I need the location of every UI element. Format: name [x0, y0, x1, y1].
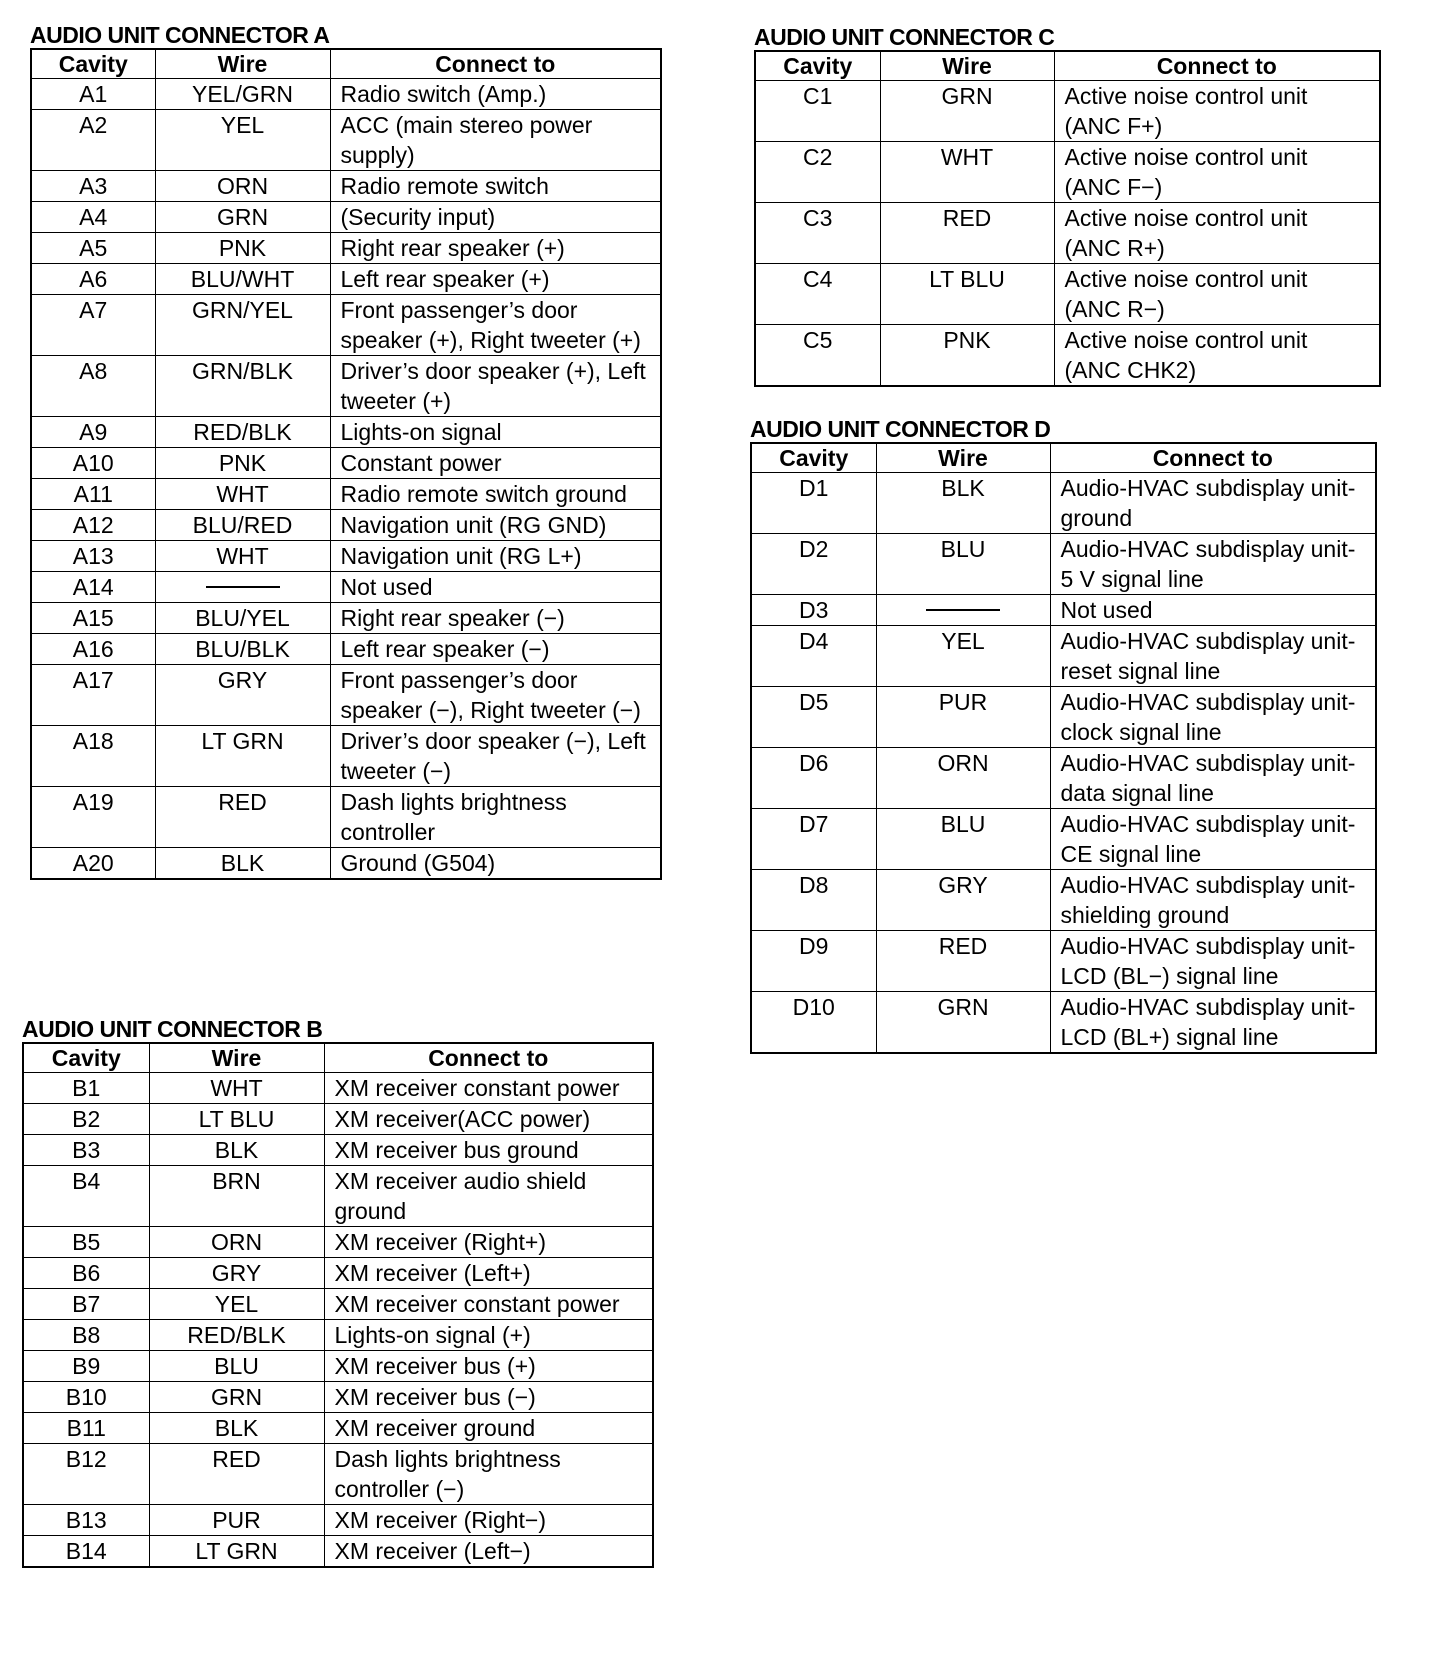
wire-header: Wire	[155, 49, 330, 79]
cavity-cell: A12	[31, 510, 155, 541]
table-row	[31, 848, 661, 880]
cavity-cell: A2	[31, 110, 155, 171]
table-header-row	[31, 49, 661, 79]
table-row	[23, 1320, 653, 1351]
connect-to-header: Connect to	[1050, 443, 1376, 473]
cavity-cell: C2	[755, 142, 880, 203]
cavity-cell: A14	[31, 572, 155, 603]
table-row	[23, 1166, 653, 1227]
connect-to-cell: Active noise control unit (ANC R+)	[1054, 203, 1380, 264]
connect-to-cell: XM receiver bus (−)	[324, 1382, 653, 1413]
wire-cell: PUR	[149, 1505, 324, 1536]
cavity-cell: A16	[31, 634, 155, 665]
table-row	[31, 110, 661, 171]
cavity-cell: D10	[751, 992, 876, 1054]
cavity-cell: B8	[23, 1320, 149, 1351]
connect-to-header: Connect to	[324, 1043, 653, 1073]
table-header-row	[751, 443, 1376, 473]
wire-cell: BLU/WHT	[155, 264, 330, 295]
wire-cell: GRN/YEL	[155, 295, 330, 356]
connect-to-cell: XM receiver (Left+)	[324, 1258, 653, 1289]
connect-to-cell: XM receiver (Right+)	[324, 1227, 653, 1258]
wire-cell: RED	[880, 203, 1054, 264]
wire-cell: LT GRN	[155, 726, 330, 787]
cavity-cell: D5	[751, 687, 876, 748]
table-row	[23, 1227, 653, 1258]
wire-cell: BLK	[876, 473, 1050, 534]
cavity-cell: B4	[23, 1166, 149, 1227]
connector-b-title: AUDIO UNIT CONNECTOR B	[22, 1016, 323, 1042]
connector-a-title: AUDIO UNIT CONNECTOR A	[30, 22, 330, 48]
unused-dash	[926, 609, 1000, 611]
cavity-cell: B9	[23, 1351, 149, 1382]
cavity-header: Cavity	[755, 51, 880, 81]
connector-b-section	[22, 1016, 654, 1568]
cavity-cell: D3	[751, 595, 876, 626]
cavity-cell: D8	[751, 870, 876, 931]
table-header-row	[23, 1043, 653, 1073]
wire-cell: BLU/RED	[155, 510, 330, 541]
connect-to-cell: Audio-HVAC subdisplay unit-data signal line	[1050, 748, 1376, 809]
cavity-cell: B1	[23, 1073, 149, 1104]
connect-to-cell: Not used	[1050, 595, 1376, 626]
wire-cell: BRN	[149, 1166, 324, 1227]
connect-to-cell: Right rear speaker (+)	[330, 233, 661, 264]
cavity-cell: A1	[31, 79, 155, 110]
table-row	[755, 81, 1380, 142]
table-row	[23, 1104, 653, 1135]
cavity-cell: B14	[23, 1536, 149, 1568]
connect-to-cell: Ground (G504)	[330, 848, 661, 880]
table-row	[31, 233, 661, 264]
wire-cell: YEL	[876, 626, 1050, 687]
connect-to-cell: Audio-HVAC subdisplay unit-5 V signal line	[1050, 534, 1376, 595]
wire-cell: GRN	[155, 202, 330, 233]
cavity-cell: C4	[755, 264, 880, 325]
connect-to-cell: Audio-HVAC subdisplay unit-CE signal line	[1050, 809, 1376, 870]
cavity-cell: A4	[31, 202, 155, 233]
wire-cell: GRY	[876, 870, 1050, 931]
cavity-cell: B12	[23, 1444, 149, 1505]
connector-d-table	[750, 442, 1377, 1054]
wire-cell: WHT	[880, 142, 1054, 203]
connect-to-cell: ACC (main stereo power supply)	[330, 110, 661, 171]
connect-to-cell: Active noise control unit (ANC F−)	[1054, 142, 1380, 203]
wire-cell: BLU	[876, 534, 1050, 595]
connect-to-cell: Audio-HVAC subdisplay unit-ground	[1050, 473, 1376, 534]
connect-to-cell: Audio-HVAC subdisplay unit-shielding ground	[1050, 870, 1376, 931]
table-row	[31, 417, 661, 448]
table-row	[31, 171, 661, 202]
wire-cell: GRY	[149, 1258, 324, 1289]
wire-cell: GRN	[149, 1382, 324, 1413]
connect-to-cell: XM receiver(ACC power)	[324, 1104, 653, 1135]
table-row	[23, 1073, 653, 1104]
table-row	[31, 202, 661, 233]
table-row	[23, 1505, 653, 1536]
cavity-cell: B5	[23, 1227, 149, 1258]
connect-to-cell: Left rear speaker (−)	[330, 634, 661, 665]
wire-cell: GRN/BLK	[155, 356, 330, 417]
cavity-cell: D9	[751, 931, 876, 992]
table-row	[31, 541, 661, 572]
connect-to-cell: XM receiver (Left−)	[324, 1536, 653, 1568]
table-row	[751, 473, 1376, 534]
wire-cell: PNK	[155, 233, 330, 264]
connect-to-cell: Audio-HVAC subdisplay unit-reset signal line	[1050, 626, 1376, 687]
connector-b-rows	[23, 1073, 653, 1568]
connect-to-cell: (Security input)	[330, 202, 661, 233]
connect-to-cell: Dash lights brightness controller	[330, 787, 661, 848]
cavity-cell: A11	[31, 479, 155, 510]
cavity-cell: A3	[31, 171, 155, 202]
wire-cell: RED	[149, 1444, 324, 1505]
connect-to-cell: XM receiver bus ground	[324, 1135, 653, 1166]
cavity-header: Cavity	[751, 443, 876, 473]
wire-cell: YEL/GRN	[155, 79, 330, 110]
cavity-cell: B10	[23, 1382, 149, 1413]
cavity-cell: A18	[31, 726, 155, 787]
table-row	[751, 870, 1376, 931]
table-row	[31, 448, 661, 479]
wire-cell: LT GRN	[149, 1536, 324, 1568]
table-row	[23, 1351, 653, 1382]
wire-cell: BLK	[155, 848, 330, 880]
wire-cell	[155, 572, 330, 603]
cavity-cell: A8	[31, 356, 155, 417]
cavity-cell: D6	[751, 748, 876, 809]
connector-c-rows	[755, 81, 1380, 387]
wire-cell: BLU/BLK	[155, 634, 330, 665]
connect-to-cell: XM receiver constant power	[324, 1073, 653, 1104]
wire-cell	[876, 595, 1050, 626]
wire-cell: ORN	[155, 171, 330, 202]
table-row	[31, 79, 661, 110]
connect-to-cell: Constant power	[330, 448, 661, 479]
wire-cell: BLU	[876, 809, 1050, 870]
wire-cell: GRN	[880, 81, 1054, 142]
connect-to-cell: Radio remote switch	[330, 171, 661, 202]
cavity-cell: B13	[23, 1505, 149, 1536]
connect-to-cell: Audio-HVAC subdisplay unit-LCD (BL+) signal line	[1050, 992, 1376, 1054]
wire-cell: GRY	[155, 665, 330, 726]
connect-to-cell: Not used	[330, 572, 661, 603]
table-row	[751, 626, 1376, 687]
table-row	[31, 726, 661, 787]
wire-cell: YEL	[149, 1289, 324, 1320]
cavity-cell: A20	[31, 848, 155, 880]
table-header-row	[755, 51, 1380, 81]
wire-cell: BLK	[149, 1413, 324, 1444]
connect-to-cell: Left rear speaker (+)	[330, 264, 661, 295]
wire-header: Wire	[876, 443, 1050, 473]
connect-to-cell: Lights-on signal (+)	[324, 1320, 653, 1351]
cavity-cell: A10	[31, 448, 155, 479]
wire-cell: PNK	[155, 448, 330, 479]
table-row	[755, 264, 1380, 325]
connector-d-rows	[751, 473, 1376, 1054]
wire-cell: WHT	[149, 1073, 324, 1104]
table-row	[31, 665, 661, 726]
connect-to-cell: Front passenger’s door speaker (+), Right tweeter (+)	[330, 295, 661, 356]
table-row	[31, 479, 661, 510]
cavity-cell: D1	[751, 473, 876, 534]
wire-cell: RED	[155, 787, 330, 848]
connector-a-table	[30, 48, 662, 880]
table-row	[31, 603, 661, 634]
cavity-cell: B7	[23, 1289, 149, 1320]
table-row	[755, 203, 1380, 264]
table-row	[31, 264, 661, 295]
cavity-cell: D7	[751, 809, 876, 870]
wire-header: Wire	[149, 1043, 324, 1073]
connect-to-cell: XM receiver ground	[324, 1413, 653, 1444]
connector-c-title: AUDIO UNIT CONNECTOR C	[754, 24, 1055, 50]
wire-cell: RED	[876, 931, 1050, 992]
connect-to-cell: Driver’s door speaker (−), Left tweeter (−)	[330, 726, 661, 787]
connect-to-cell: XM receiver (Right−)	[324, 1505, 653, 1536]
wire-cell: GRN	[876, 992, 1050, 1054]
connector-d-section	[750, 416, 1377, 1054]
cavity-cell: C3	[755, 203, 880, 264]
connector-a-rows	[31, 79, 661, 880]
table-row	[23, 1382, 653, 1413]
connect-to-cell: Dash lights brightness controller (−)	[324, 1444, 653, 1505]
cavity-cell: B3	[23, 1135, 149, 1166]
connector-c-table	[754, 50, 1381, 387]
cavity-cell: B11	[23, 1413, 149, 1444]
cavity-cell: A17	[31, 665, 155, 726]
connect-to-cell: XM receiver audio shield ground	[324, 1166, 653, 1227]
wire-cell: PNK	[880, 325, 1054, 387]
table-row	[755, 325, 1380, 387]
table-row	[23, 1444, 653, 1505]
connect-to-cell: Navigation unit (RG L+)	[330, 541, 661, 572]
wire-cell: WHT	[155, 479, 330, 510]
connect-to-cell: Radio switch (Amp.)	[330, 79, 661, 110]
table-row	[23, 1258, 653, 1289]
cavity-cell: A19	[31, 787, 155, 848]
table-row	[751, 931, 1376, 992]
connect-to-cell: Active noise control unit (ANC R−)	[1054, 264, 1380, 325]
connector-a-section	[30, 22, 662, 880]
table-row	[31, 510, 661, 541]
connect-to-cell: Driver’s door speaker (+), Left tweeter (+)	[330, 356, 661, 417]
connect-to-header: Connect to	[1054, 51, 1380, 81]
connect-to-cell: Active noise control unit (ANC CHK2)	[1054, 325, 1380, 387]
connect-to-cell: Radio remote switch ground	[330, 479, 661, 510]
cavity-cell: A9	[31, 417, 155, 448]
wire-cell: LT BLU	[149, 1104, 324, 1135]
cavity-cell: A6	[31, 264, 155, 295]
table-row	[23, 1413, 653, 1444]
wire-cell: RED/BLK	[149, 1320, 324, 1351]
table-row	[31, 634, 661, 665]
wire-cell: YEL	[155, 110, 330, 171]
cavity-cell: A5	[31, 233, 155, 264]
wire-cell: BLK	[149, 1135, 324, 1166]
table-row	[755, 142, 1380, 203]
wire-cell: BLU/YEL	[155, 603, 330, 634]
connect-to-cell: Front passenger’s door speaker (−), Right tweeter (−)	[330, 665, 661, 726]
unused-dash	[206, 586, 280, 588]
connector-b-table	[22, 1042, 654, 1568]
wire-cell: PUR	[876, 687, 1050, 748]
wire-cell: WHT	[155, 541, 330, 572]
cavity-header: Cavity	[31, 49, 155, 79]
cavity-cell: A7	[31, 295, 155, 356]
connect-to-cell: Lights-on signal	[330, 417, 661, 448]
cavity-cell: C5	[755, 325, 880, 387]
table-row	[31, 572, 661, 603]
cavity-cell: A13	[31, 541, 155, 572]
table-row	[31, 787, 661, 848]
wire-cell: ORN	[876, 748, 1050, 809]
table-row	[23, 1135, 653, 1166]
cavity-cell: D4	[751, 626, 876, 687]
connect-to-cell: Active noise control unit (ANC F+)	[1054, 81, 1380, 142]
connect-to-cell: Audio-HVAC subdisplay unit-clock signal line	[1050, 687, 1376, 748]
cavity-cell: A15	[31, 603, 155, 634]
wire-header: Wire	[880, 51, 1054, 81]
connect-to-header: Connect to	[330, 49, 661, 79]
wire-cell: ORN	[149, 1227, 324, 1258]
table-row	[751, 534, 1376, 595]
table-row	[31, 295, 661, 356]
cavity-cell: B6	[23, 1258, 149, 1289]
table-row	[751, 687, 1376, 748]
wire-cell: BLU	[149, 1351, 324, 1382]
cavity-cell: B2	[23, 1104, 149, 1135]
table-row	[751, 992, 1376, 1054]
connect-to-cell: XM receiver constant power	[324, 1289, 653, 1320]
table-row	[23, 1536, 653, 1568]
connect-to-cell: XM receiver bus (+)	[324, 1351, 653, 1382]
connector-c-section	[754, 24, 1381, 387]
connect-to-cell: Navigation unit (RG GND)	[330, 510, 661, 541]
cavity-cell: D2	[751, 534, 876, 595]
table-row	[31, 356, 661, 417]
connector-d-title: AUDIO UNIT CONNECTOR D	[750, 416, 1051, 442]
table-row	[751, 748, 1376, 809]
connect-to-cell: Audio-HVAC subdisplay unit-LCD (BL−) signal line	[1050, 931, 1376, 992]
wire-cell: RED/BLK	[155, 417, 330, 448]
table-row	[751, 809, 1376, 870]
wire-cell: LT BLU	[880, 264, 1054, 325]
cavity-header: Cavity	[23, 1043, 149, 1073]
cavity-cell: C1	[755, 81, 880, 142]
table-row	[23, 1289, 653, 1320]
table-row	[751, 595, 1376, 626]
connect-to-cell: Right rear speaker (−)	[330, 603, 661, 634]
